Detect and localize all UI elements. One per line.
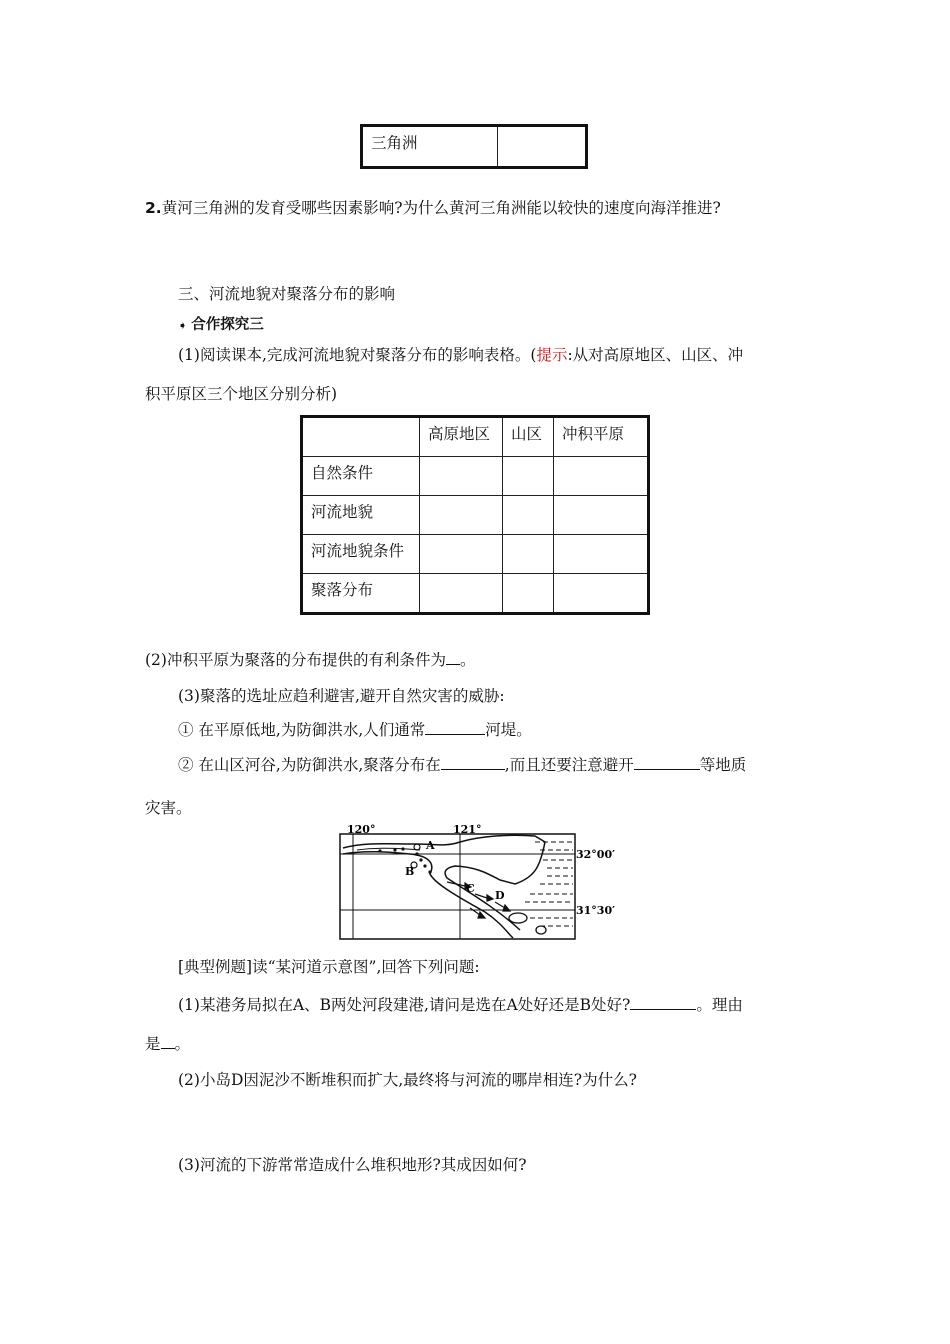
section-title: 三、河流地貌对聚落分布的影响 [178,285,396,303]
paragraph-3-2: ② 在山区河谷,为防御洪水,聚落分布在 ,而且还要注意避开 等地质 [178,756,747,774]
table-cell-label: 三角洲 [362,126,498,168]
label-a: A [426,839,435,852]
answer-blank[interactable] [161,1034,175,1049]
table-header: 冲积平原 [554,417,649,457]
table-header: 山区 [503,417,554,457]
answer-blank[interactable] [425,720,485,735]
paragraph-3-2-cont: 灾害。 [145,799,192,817]
lon-right-label: 121° [453,823,482,836]
table-row-label: 河流地貌 [302,496,420,535]
table-header: 高原地区 [420,417,503,457]
paragraph-1-line2: 积平原区三个地区分别分析) [145,385,338,403]
label-d: D [495,889,505,902]
table-cell-empty [498,126,587,168]
river-north-bank [343,835,545,930]
question-number: 2. [145,199,162,217]
lat-top-label: 32°00′ [576,848,616,861]
table-row-label: 河流地貌条件 [302,535,420,574]
island-icon [536,926,546,934]
question-text: 黄河三角洲的发育受哪些因素影响?为什么黄河三角洲能以较快的速度向海洋推进? [161,199,721,217]
example-intro: [典型例题]读“某河道示意图”,回答下列问题: [178,958,480,976]
question-2 [145,196,721,218]
island-icon [509,913,527,923]
lon-left-label: 120° [347,823,376,836]
label-b: B [405,865,415,878]
double-arrow-icon: ➧ [178,319,188,332]
example-q1: (1)某港务局拟在A、B两处河段建港,请问是选在A处好还是B处好? 。理由 [178,996,743,1014]
paragraph-1-line1: (1)阅读课本,完成河流地貌对聚落分布的影响表格。(提示:从对高原地区、山区、冲 [178,346,744,364]
hint-label: 提示 [536,346,568,364]
paragraph-2: (2)冲积平原为聚落的分布提供的有利条件为 。 [145,651,476,669]
paragraph-3: (3)聚落的选址应趋利避害,避开自然灾害的威胁: [178,687,505,705]
answer-blank[interactable] [446,650,460,665]
table-row-label: 自然条件 [302,457,420,496]
table-row-label: 聚落分布 [302,574,420,614]
answer-blank[interactable] [630,995,696,1010]
point-a-marker [414,844,420,850]
answer-blank[interactable] [634,755,700,770]
explore-heading: ➧ 合作探究三 [178,317,264,333]
delta-table [360,124,588,169]
river-channel [357,848,420,850]
paragraph-3-1: ① 在平原低地,为防御洪水,人们通常 河堤。 [178,721,532,739]
lat-bottom-label: 31°30′ [576,904,616,917]
label-c: C [466,882,475,895]
river-map [335,822,625,942]
settlement-table [300,415,650,615]
answer-blank[interactable] [441,755,505,770]
example-q1-cont: 是 。 [145,1035,191,1053]
example-q2: (2)小岛D因泥沙不断堆积而扩大,最终将与河流的哪岸相连?为什么? [178,1071,637,1089]
example-q3: (3)河流的下游常常造成什么堆积地形?其成因如何? [178,1156,527,1174]
sea-hatching [525,842,573,926]
table-header [302,417,420,457]
